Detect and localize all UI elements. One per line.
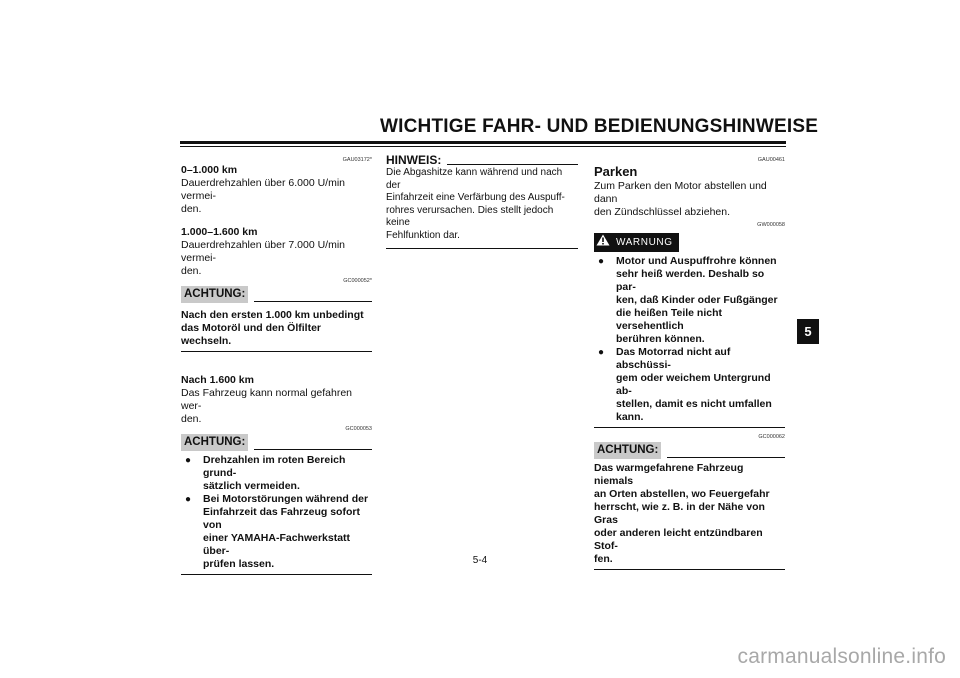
caution-box xyxy=(181,303,372,352)
text-line: Das Fahrzeug kann normal gefahren wer- xyxy=(181,387,353,412)
caution-header xyxy=(594,442,785,459)
header-rule-thin xyxy=(180,146,786,147)
bullet-icon: ● xyxy=(598,256,605,267)
note-box xyxy=(386,167,578,249)
middle-column xyxy=(386,153,578,249)
list-text-line: ken, daß Kinder oder Fußgänger xyxy=(616,294,778,306)
text-line: Dauerdrehzahlen über 7.000 U/min vermei- xyxy=(181,239,346,264)
text-line: Zum Parken den Motor abstellen und dann xyxy=(594,180,767,205)
note-rule xyxy=(447,164,578,165)
caution-text-line: herrscht, wie z. B. in der Nähe von Gras xyxy=(594,501,765,526)
list-text-line: sätzlich vermeiden. xyxy=(203,480,300,492)
section-heading: 0–1.000 km xyxy=(181,164,238,176)
warning-triangle-icon xyxy=(596,234,610,251)
note-text-line: Fehlfunktion dar. xyxy=(386,229,460,241)
header-rule xyxy=(180,141,786,144)
section-title: Parken xyxy=(594,164,638,179)
text-line: Dauerdrehzahlen über 6.000 U/min vermei- xyxy=(181,177,346,202)
warning-badge xyxy=(594,233,679,252)
warning-label: WARNUNG xyxy=(616,236,673,248)
section-heading: 1.000–1.600 km xyxy=(181,226,258,238)
caution-label: ACHTUNG: xyxy=(181,286,248,303)
caution-text-line: Nach den ersten 1.000 km unbedingt xyxy=(181,309,364,321)
list-item xyxy=(181,454,372,493)
list-text-line: einer YAMAHA-Fachwerkstatt über- xyxy=(203,532,351,557)
caution-rule xyxy=(254,301,372,302)
list-text-line: sehr heiß werden. Deshalb so par- xyxy=(616,268,765,293)
watermark: carmanualsonline.info xyxy=(737,645,946,668)
page-number: 5-4 xyxy=(472,555,488,566)
caution-box xyxy=(594,459,785,570)
list-text-line: stellen, damit es nicht umfallen xyxy=(616,398,772,410)
list-text-line: Das Motorrad nicht auf abschüssi- xyxy=(616,346,731,371)
note-label: HINWEIS: xyxy=(386,153,442,167)
warning-box xyxy=(594,255,785,428)
text-line: den. xyxy=(181,203,202,215)
reference-code: GC000053 xyxy=(345,426,372,432)
list-text-line: Einfahrzeit das Fahrzeug sofort von xyxy=(203,506,360,531)
list-text-line: Motor und Auspuffrohre können xyxy=(616,255,777,267)
list-text-line: Bei Motorstörungen während der xyxy=(203,493,369,505)
caution-text-line: an Orten abstellen, wo Feuergefahr xyxy=(594,488,770,500)
reference-code: GC000052* xyxy=(343,278,372,284)
note-text-line: Die Abgashitze kann während und nach der xyxy=(386,167,563,191)
list-item xyxy=(594,255,785,346)
section-heading: Nach 1.600 km xyxy=(181,374,254,386)
caution-header xyxy=(181,434,372,451)
caution-text-line: fen. xyxy=(594,553,613,565)
note-text-line: Einfahrzeit eine Verfärbung des Auspuff- xyxy=(386,192,565,203)
bullet-icon: ● xyxy=(185,455,192,466)
list-text-line: Drehzahlen im roten Bereich grund- xyxy=(203,454,346,479)
caution-rule xyxy=(254,449,372,450)
caution-text-line: oder anderen leicht entzündbaren Stof- xyxy=(594,527,763,552)
list-text-line: berühren können. xyxy=(616,333,705,345)
caution-text-line: Das warmgefahrene Fahrzeug niemals xyxy=(594,462,744,487)
text-line: den Zündschlüssel abziehen. xyxy=(594,206,731,218)
bullet-icon: ● xyxy=(598,347,605,358)
page-title: WICHTIGE FAHR- UND BEDIENUNGSHINWEISE xyxy=(380,116,819,137)
caution-text-line: das Motoröl und den Ölfilter wechseln. xyxy=(181,322,321,347)
list-text-line: prüfen lassen. xyxy=(203,558,275,570)
left-column xyxy=(181,157,372,575)
bullet-icon: ● xyxy=(185,494,192,505)
reference-code: GW000058 xyxy=(757,222,785,228)
reference-code: GAU00461 xyxy=(757,157,785,163)
note-text-line: rohres verursachen. Dies stellt jedoch keine xyxy=(386,204,554,228)
right-column xyxy=(594,157,785,570)
reference-code: GAU03172* xyxy=(342,157,372,163)
caution-label: ACHTUNG: xyxy=(181,434,248,451)
note-header xyxy=(386,153,578,167)
caution-rule xyxy=(667,457,785,458)
text-line: den. xyxy=(181,265,202,277)
list-item xyxy=(594,346,785,424)
list-text-line: gem oder weichem Untergrund ab- xyxy=(616,372,771,397)
list-text-line: kann. xyxy=(616,411,644,423)
caution-label: ACHTUNG: xyxy=(594,442,661,459)
caution-header xyxy=(181,286,372,303)
list-text-line: die heißen Teile nicht versehentlich xyxy=(616,307,722,332)
text-line: den. xyxy=(181,413,202,425)
chapter-tab[interactable]: 5 xyxy=(797,319,819,344)
reference-code: GC000062 xyxy=(758,434,785,440)
